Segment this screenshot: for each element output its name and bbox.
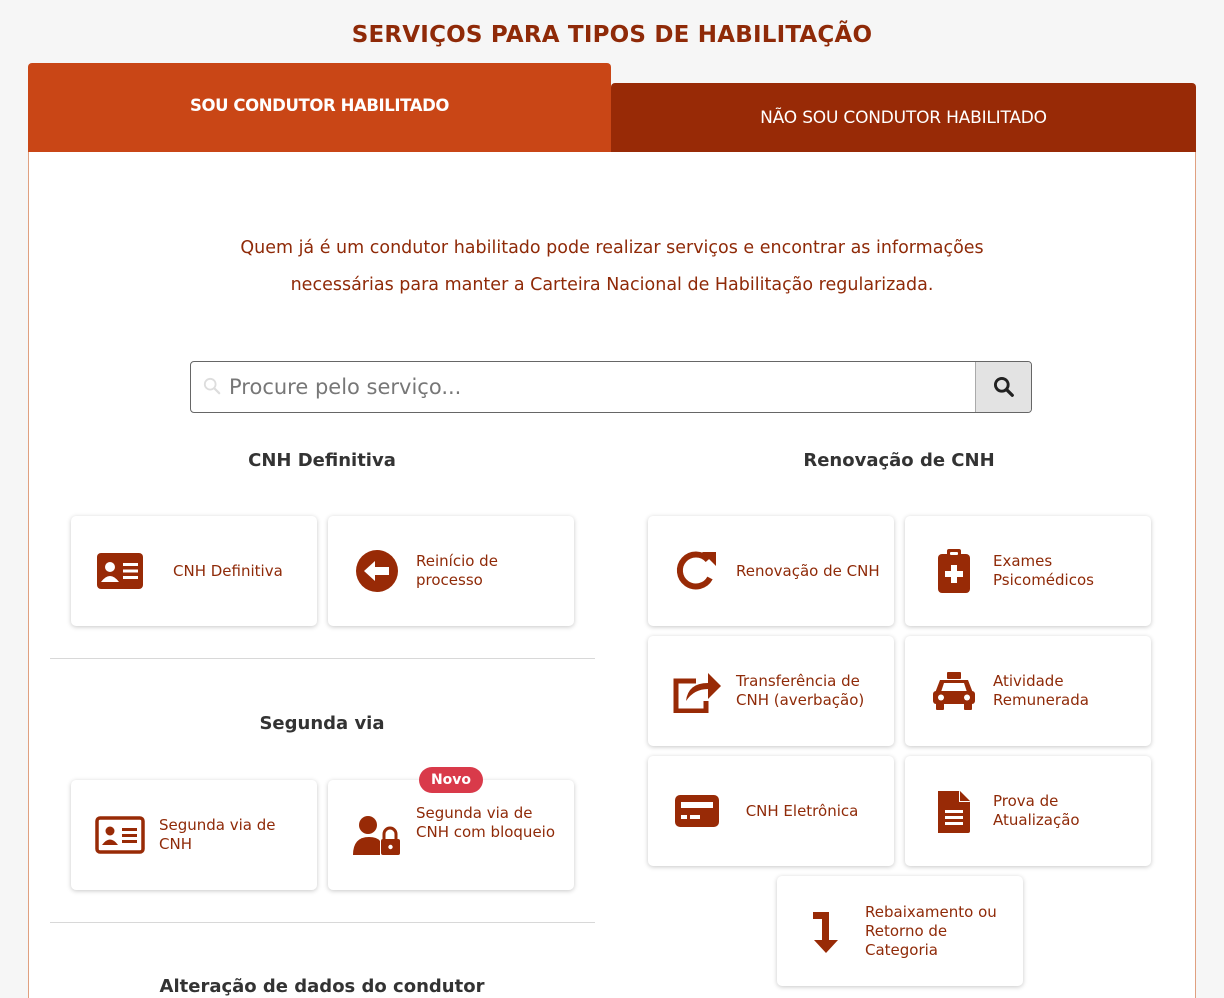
section-divider <box>50 658 595 659</box>
card-atividade-remunerada[interactable] <box>905 636 1151 746</box>
arrow-left-circle-icon <box>350 544 404 598</box>
card-label: Exames Psicomédicos <box>993 552 1094 589</box>
section-divider <box>50 922 595 923</box>
card-renovacao-de-cnh[interactable] <box>648 516 894 626</box>
section-title-alteracao-de-dados: Alteração de dados do condutor <box>159 976 485 997</box>
search-input[interactable] <box>191 362 975 412</box>
share-icon <box>670 664 724 718</box>
card-segunda-via-de-cnh[interactable] <box>71 780 317 890</box>
card-prova-de-atualizacao[interactable] <box>905 756 1151 866</box>
intro-line-2: necessárias para manter a Carteira Nacional de Habilitação regularizada. <box>290 275 934 295</box>
card-label: Segunda via de CNH <box>159 816 276 853</box>
tab-sou-condutor-habilitado[interactable]: SOU CONDUTOR HABILITADO <box>28 63 611 153</box>
card-label: CNH Eletrônica <box>745 801 859 820</box>
id-card-outline-icon <box>93 808 147 862</box>
section-title-cnh-definitiva: CNH Definitiva <box>248 450 396 471</box>
novo-badge: Novo <box>419 767 483 793</box>
card-label: Segunda via de CNH com bloqueio <box>416 804 556 841</box>
document-icon <box>927 784 981 838</box>
card-label: Rebaixamento ou Retorno de Categoria <box>865 902 997 959</box>
card-rebaixamento-ou-retorno[interactable] <box>777 876 1023 986</box>
level-down-icon <box>799 904 853 958</box>
card-cnh-definitiva[interactable] <box>71 516 317 626</box>
redo-icon <box>670 544 724 598</box>
search-button[interactable] <box>975 362 1031 412</box>
taxi-icon <box>927 664 981 718</box>
intro-text <box>28 230 1196 304</box>
card-label: Renovação de CNH <box>736 561 880 580</box>
card-label: Prova de Atualização <box>993 792 1080 829</box>
page-title: SERVIÇOS PARA TIPOS DE HABILITAÇÃO <box>351 22 873 48</box>
search-hint-icon <box>203 377 221 395</box>
id-card-icon <box>93 544 147 598</box>
digital-card-icon <box>670 784 724 838</box>
tab-nao-sou-condutor-habilitado[interactable]: NÃO SOU CONDUTOR HABILITADO <box>611 83 1196 153</box>
search-box <box>190 361 1032 413</box>
card-segunda-via-com-bloqueio[interactable] <box>328 772 574 890</box>
card-cnh-eletronica[interactable] <box>648 756 894 866</box>
card-label: Reinício de processo <box>416 552 498 589</box>
medical-clipboard-icon <box>927 544 981 598</box>
search-icon <box>993 376 1015 398</box>
card-label: Atividade Remunerada <box>993 672 1089 709</box>
intro-line-1: Quem já é um condutor habilitado pode realizar serviços e encontrar as informações <box>240 238 984 258</box>
card-label: Transferência de CNH (averbação) <box>736 672 865 709</box>
card-transferencia-de-cnh[interactable] <box>648 636 894 746</box>
user-lock-icon <box>350 808 404 862</box>
card-exames-psicomedicos[interactable] <box>905 516 1151 626</box>
section-title-segunda-via: Segunda via <box>259 713 385 734</box>
card-reinicio-de-processo[interactable] <box>328 516 574 626</box>
section-title-renovacao-de-cnh: Renovação de CNH <box>803 450 995 471</box>
card-label: CNH Definitiva <box>173 561 283 580</box>
